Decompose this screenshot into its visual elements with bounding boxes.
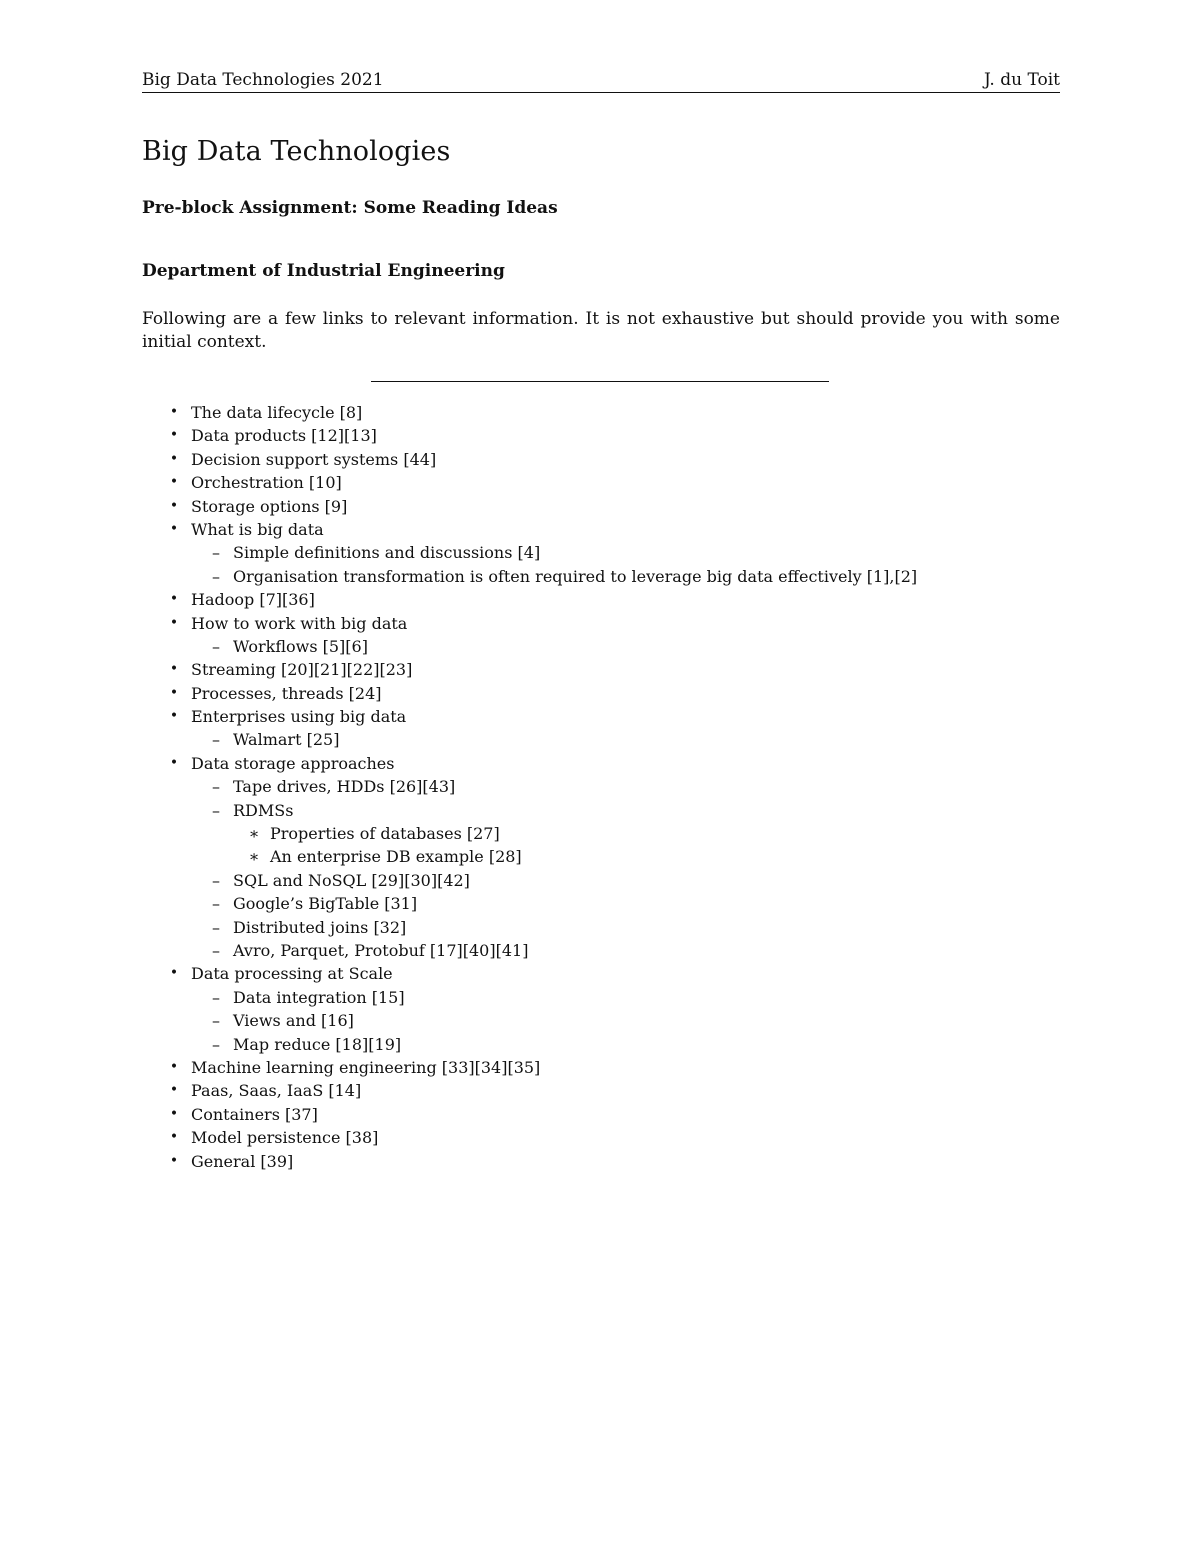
bullet-icon: • bbox=[169, 427, 179, 444]
list-item bbox=[168, 471, 1048, 494]
list-item-text: How to work with big data bbox=[191, 613, 408, 633]
list-item bbox=[168, 752, 1048, 775]
list-item bbox=[168, 682, 1048, 705]
list-item-text: Tape drives, HDDs [26][43] bbox=[233, 777, 456, 797]
list-item-text: Organisation transformation is often required to leverage big data effectively [1],[2] bbox=[233, 566, 918, 586]
intro-paragraph: Following are a few links to relevant information. It is not exhaustive but should provide you with some initial context. bbox=[142, 309, 1060, 352]
dash-icon: – bbox=[212, 940, 220, 960]
list-item-text: Storage options [9] bbox=[191, 496, 348, 516]
list-item-text: What is big data bbox=[191, 519, 324, 539]
list-item-text: Paas, Saas, IaaS [14] bbox=[191, 1081, 362, 1101]
list-item-text: Views and [16] bbox=[233, 1011, 354, 1031]
list-item bbox=[168, 401, 1048, 424]
list-item bbox=[168, 775, 1048, 798]
list-item-text: Enterprises using big data bbox=[191, 707, 407, 727]
bullet-icon: • bbox=[169, 965, 179, 982]
list-item-text: Avro, Parquet, Protobuf [17][40][41] bbox=[233, 940, 529, 960]
section-divider bbox=[371, 381, 829, 382]
bullet-icon: • bbox=[169, 1058, 179, 1075]
dash-icon: – bbox=[212, 777, 220, 797]
list-item bbox=[168, 1056, 1048, 1079]
list-item-text: Containers [37] bbox=[191, 1104, 318, 1124]
list-item-text: Simple definitions and discussions [4] bbox=[233, 543, 541, 563]
list-item bbox=[168, 869, 1048, 892]
bullet-icon: • bbox=[169, 520, 179, 537]
dash-icon: – bbox=[212, 1011, 220, 1031]
list-item-text: Decision support systems [44] bbox=[191, 449, 437, 469]
bullet-icon: • bbox=[169, 474, 179, 491]
list-item bbox=[168, 986, 1048, 1009]
dash-icon: – bbox=[212, 566, 220, 586]
list-item bbox=[168, 1103, 1048, 1126]
list-item-text: Processes, threads [24] bbox=[191, 683, 382, 703]
reading-list bbox=[168, 401, 1048, 1173]
list-item bbox=[168, 939, 1048, 962]
list-item-text: RDMSs bbox=[233, 800, 294, 820]
list-item bbox=[168, 1126, 1048, 1149]
list-item-text: Machine learning engineering [33][34][35] bbox=[191, 1057, 541, 1077]
bullet-icon: • bbox=[169, 708, 179, 725]
list-item-text: Distributed joins [32] bbox=[233, 917, 407, 937]
list-item-text: Orchestration [10] bbox=[191, 473, 342, 493]
dash-icon: – bbox=[212, 987, 220, 1007]
list-item-text: Properties of databases [27] bbox=[270, 824, 500, 844]
dash-icon: – bbox=[212, 800, 220, 820]
list-item-text: Model persistence [38] bbox=[191, 1128, 379, 1148]
dash-icon: – bbox=[212, 636, 220, 656]
asterisk-icon: ∗ bbox=[248, 847, 260, 867]
list-item-text: An enterprise DB example [28] bbox=[270, 847, 522, 867]
list-item-text: Data products [12][13] bbox=[191, 426, 377, 446]
list-item bbox=[168, 1009, 1048, 1032]
document-title: Big Data Technologies bbox=[142, 136, 451, 167]
bullet-icon: • bbox=[169, 1152, 179, 1169]
list-item-text: Data processing at Scale bbox=[191, 964, 393, 984]
list-item-text: Data integration [15] bbox=[233, 987, 405, 1007]
dash-icon: – bbox=[212, 870, 220, 890]
list-item bbox=[168, 845, 1048, 868]
bullet-icon: • bbox=[169, 591, 179, 608]
list-item-text: General [39] bbox=[191, 1151, 294, 1171]
department-heading: Department of Industrial Engineering bbox=[142, 261, 505, 281]
header-author: J. du Toit bbox=[983, 70, 1060, 90]
bullet-icon: • bbox=[169, 1082, 179, 1099]
list-item-text: Data storage approaches bbox=[191, 753, 395, 773]
list-item bbox=[168, 822, 1048, 845]
list-item bbox=[168, 916, 1048, 939]
dash-icon: – bbox=[212, 543, 220, 563]
list-item bbox=[168, 541, 1048, 564]
dash-icon: – bbox=[212, 730, 220, 750]
running-header bbox=[142, 66, 1060, 93]
list-item bbox=[168, 1079, 1048, 1102]
list-item-text: Google’s BigTable [31] bbox=[233, 894, 418, 914]
list-item bbox=[168, 728, 1048, 751]
dash-icon: – bbox=[212, 917, 220, 937]
list-item bbox=[168, 424, 1048, 447]
list-item-text: Walmart [25] bbox=[233, 730, 340, 750]
list-item bbox=[168, 892, 1048, 915]
list-item bbox=[168, 1033, 1048, 1056]
list-item-text: The data lifecycle [8] bbox=[191, 403, 363, 422]
bullet-icon: • bbox=[169, 614, 179, 631]
bullet-icon: • bbox=[169, 754, 179, 771]
list-item bbox=[168, 962, 1048, 985]
bullet-icon: • bbox=[169, 1129, 179, 1146]
list-item bbox=[168, 658, 1048, 681]
dash-icon: – bbox=[212, 1034, 220, 1054]
list-item bbox=[168, 612, 1048, 635]
list-item bbox=[168, 588, 1048, 611]
bullet-icon: • bbox=[169, 497, 179, 514]
bullet-icon: • bbox=[169, 1105, 179, 1122]
header-course-title: Big Data Technologies 2021 bbox=[142, 70, 384, 90]
list-item bbox=[168, 518, 1048, 541]
list-item-text: SQL and NoSQL [29][30][42] bbox=[233, 870, 470, 890]
list-item bbox=[168, 565, 1048, 588]
list-item-text: Streaming [20][21][22][23] bbox=[191, 660, 413, 680]
list-item bbox=[168, 705, 1048, 728]
bullet-icon: • bbox=[169, 404, 179, 420]
list-item bbox=[168, 799, 1048, 822]
dash-icon: – bbox=[212, 894, 220, 914]
list-item bbox=[168, 448, 1048, 471]
list-item-text: Workflows [5][6] bbox=[233, 636, 368, 656]
bullet-icon: • bbox=[169, 450, 179, 467]
list-item bbox=[168, 1150, 1048, 1173]
bullet-icon: • bbox=[169, 684, 179, 701]
list-item bbox=[168, 495, 1048, 518]
list-item-text: Hadoop [7][36] bbox=[191, 590, 315, 610]
document-subtitle: Pre-block Assignment: Some Reading Ideas bbox=[142, 198, 558, 218]
list-item-text: Map reduce [18][19] bbox=[233, 1034, 402, 1054]
asterisk-icon: ∗ bbox=[248, 824, 260, 844]
list-item bbox=[168, 635, 1048, 658]
bullet-icon: • bbox=[169, 661, 179, 678]
